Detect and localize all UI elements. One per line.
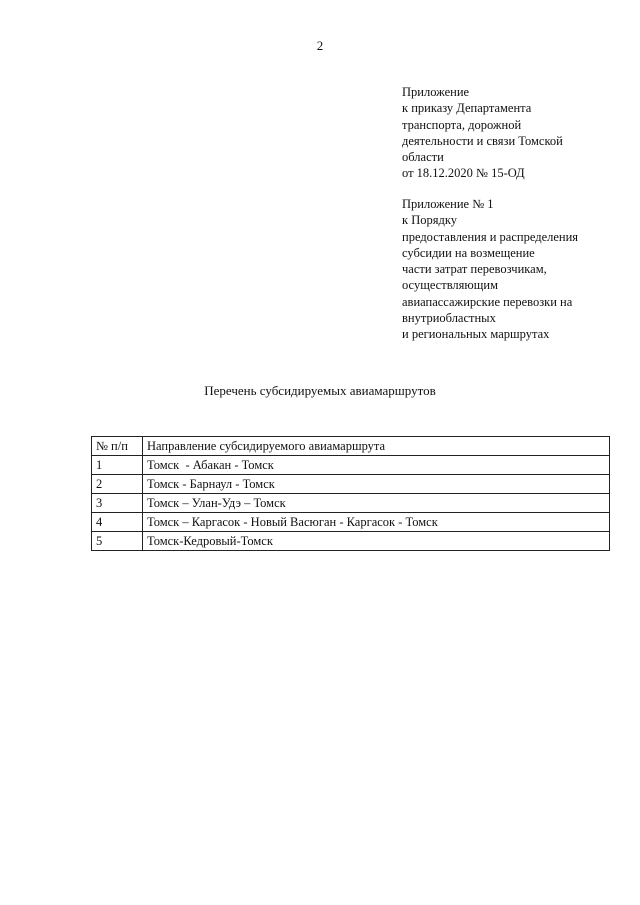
appendix-header-line: к приказу Департамента	[402, 101, 532, 116]
header-route: Направление субсидируемого авиамаршрута	[143, 437, 610, 456]
row-number: 3	[92, 494, 143, 513]
appendix-header-line: от 18.12.2020 № 15-ОД	[402, 166, 525, 181]
table-row	[92, 532, 610, 551]
header-number: № п/п	[92, 437, 143, 456]
appendix-header-line: области	[402, 150, 444, 165]
appendix-sub-line: осуществляющим	[402, 278, 498, 293]
appendix-header-line: Приложение	[402, 85, 470, 99]
row-route: Томск-Кедровый-Томск	[143, 532, 610, 551]
table-row	[92, 513, 610, 532]
row-route: Томск – Улан-Удэ – Томск	[143, 494, 610, 513]
appendix-sub-line: субсидии на возмещение	[402, 245, 535, 260]
appendix-header	[402, 84, 617, 182]
page-number: 2	[316, 38, 324, 53]
table-row	[92, 456, 610, 475]
appendix-sub-line: и региональных маршрутах	[402, 327, 550, 342]
row-number: 5	[92, 532, 143, 551]
appendix-sub-line: предоставления и распределения	[402, 229, 579, 244]
appendix-header-line: транспорта, дорожной	[402, 117, 522, 132]
appendix-sub-line: к Порядку	[402, 213, 457, 228]
appendix-sub-line: внутриобластных	[402, 311, 496, 326]
routes-table	[91, 436, 610, 551]
appendix-header-line: деятельности и связи Томской	[402, 133, 563, 148]
row-route: Томск – Каргасок - Новый Васюган - Каргасок - Томск	[143, 513, 610, 532]
appendix-sub-line: Приложение № 1	[402, 197, 494, 211]
row-number: 2	[92, 475, 143, 494]
appendix-sub	[402, 196, 617, 343]
row-number: 4	[92, 513, 143, 532]
table-header-row	[92, 437, 610, 456]
table-row	[92, 475, 610, 494]
row-route: Томск - Абакан - Томск	[143, 456, 610, 475]
row-route: Томск - Барнаул - Томск	[143, 475, 610, 494]
row-number: 1	[92, 456, 143, 475]
appendix-sub-line: авиапассажирские перевозки на	[402, 294, 573, 309]
list-title: Перечень субсидируемых авиамаршрутов	[204, 383, 436, 398]
appendix-sub-line: части затрат перевозчикам,	[402, 262, 547, 277]
table-row	[92, 494, 610, 513]
